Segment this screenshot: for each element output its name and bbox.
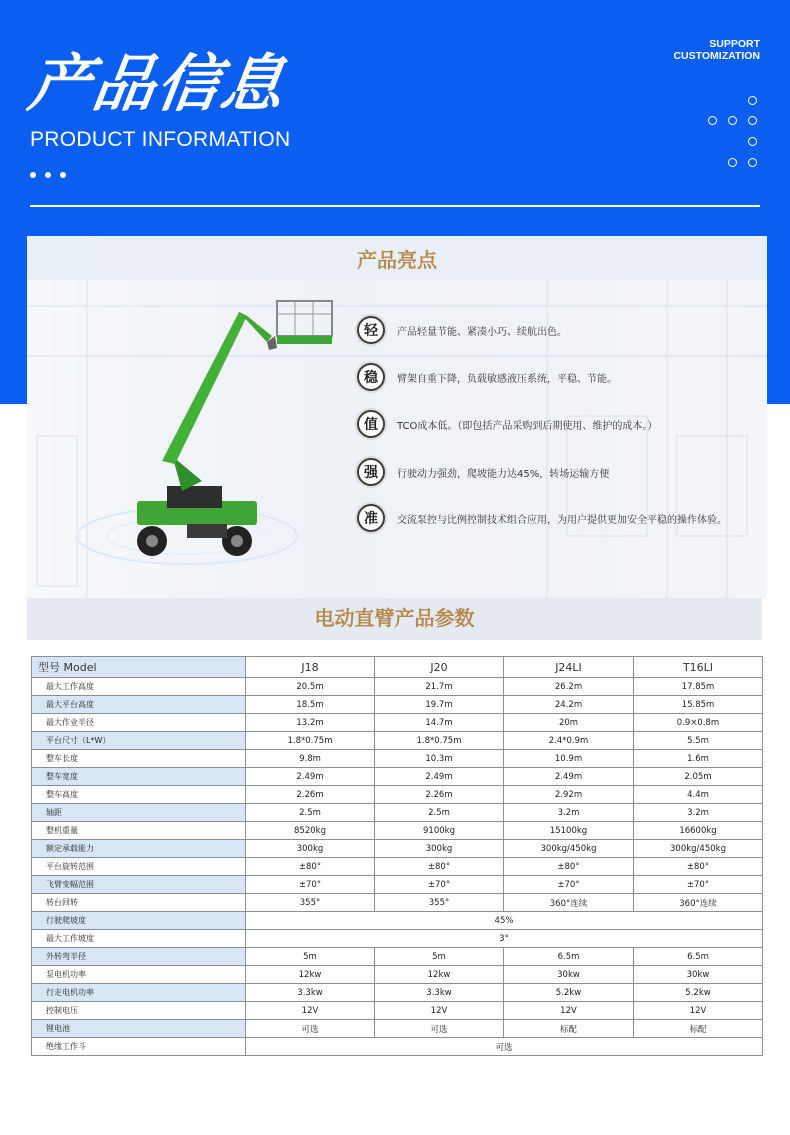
table-cell: 16600kg <box>634 822 763 840</box>
row-label: 转台回转 <box>32 894 246 912</box>
table-cell: 2.26m <box>375 786 504 804</box>
table-cell: 9100kg <box>375 822 504 840</box>
row-label: 行驶爬坡度 <box>32 912 246 930</box>
table-cell: 标配 <box>504 1020 634 1038</box>
table-cell: 2.5m <box>375 804 504 822</box>
spec-last-row <box>32 1038 763 1056</box>
table-row <box>32 966 763 984</box>
row-label: 锂电池 <box>32 1020 246 1038</box>
table-cell: 3.3kw <box>246 984 375 1002</box>
row-label: 绝缘工作斗 <box>32 1038 246 1056</box>
table-cell: 12V <box>634 1002 763 1020</box>
table-cell: 12V <box>246 1002 375 1020</box>
highlight-badge: 值 <box>357 410 385 438</box>
table-cell: 24.2m <box>504 696 634 714</box>
table-cell: 2.49m <box>246 768 375 786</box>
table-row <box>32 1002 763 1020</box>
table-cell: 5m <box>246 948 375 966</box>
row-label: 平台旋转范围 <box>32 858 246 876</box>
table-row <box>32 714 763 732</box>
table-cell: 3° <box>246 930 763 948</box>
table-cell: 21.7m <box>375 678 504 696</box>
table-row <box>32 768 763 786</box>
table-cell: 13.2m <box>246 714 375 732</box>
row-label: 行走电机功率 <box>32 984 246 1002</box>
support-line-2: CUSTOMIZATION <box>673 50 760 62</box>
table-cell: 8520kg <box>246 822 375 840</box>
table-cell: 5.2kw <box>504 984 634 1002</box>
highlight-badge: 稳 <box>357 363 385 391</box>
highlight-item <box>357 504 727 532</box>
table-row <box>32 840 763 858</box>
table-cell: 19.7m <box>375 696 504 714</box>
table-cell: 360°连续 <box>634 894 763 912</box>
table-cell: ±80° <box>634 858 763 876</box>
table-cell: 2.26m <box>246 786 375 804</box>
table-cell: 45% <box>246 912 763 930</box>
row-label: 飞臂变幅范围 <box>32 876 246 894</box>
table-row <box>32 750 763 768</box>
table-cell: 5.5m <box>634 732 763 750</box>
params-title-bar <box>27 598 762 640</box>
highlight-badge: 轻 <box>357 316 385 344</box>
table-cell: 20m <box>504 714 634 732</box>
header-cell: J24LI <box>504 657 634 678</box>
table-cell: 17.85m <box>634 678 763 696</box>
table-row <box>32 876 763 894</box>
table-cell: 3.2m <box>504 804 634 822</box>
table-cell: 5.2kw <box>634 984 763 1002</box>
table-cell: 355° <box>246 894 375 912</box>
spec-rows-2 <box>32 948 763 1038</box>
table-cell: 18.5m <box>246 696 375 714</box>
header-cell: T16LI <box>634 657 763 678</box>
table-cell: 12V <box>504 1002 634 1020</box>
decorative-rings <box>702 94 762 174</box>
row-label: 平台尺寸（L*W） <box>32 732 246 750</box>
table-cell: 300kg/450kg <box>504 840 634 858</box>
page-subtitle: PRODUCT INFORMATION <box>30 128 291 151</box>
highlight-text: 交流泵控与比例控制技术组合应用，为用户提供更加安全平稳的操作体验。 <box>397 514 727 526</box>
table-cell: 30kw <box>634 966 763 984</box>
table-cell: 2.49m <box>375 768 504 786</box>
row-label: 轴距 <box>32 804 246 822</box>
table-cell: 3.3kw <box>375 984 504 1002</box>
table-row <box>32 912 763 930</box>
highlight-text: TCO成本低。（即包括产品采购到后期使用、维护的成本。） <box>397 420 658 432</box>
table-row <box>32 786 763 804</box>
table-cell: 2.5m <box>246 804 375 822</box>
table-cell: ±70° <box>634 876 763 894</box>
row-label: 整车宽度 <box>32 768 246 786</box>
table-cell: 2.92m <box>504 786 634 804</box>
highlight-badge: 强 <box>357 458 385 486</box>
params-title: 电动直臂产品参数 <box>314 606 475 630</box>
table-cell: 360°连续 <box>504 894 634 912</box>
table-cell: 15.85m <box>634 696 763 714</box>
row-label: 最大平台高度 <box>32 696 246 714</box>
highlights-title: 产品亮点 <box>357 248 437 272</box>
table-row <box>32 948 763 966</box>
table-cell: 可选 <box>246 1020 375 1038</box>
table-row <box>32 696 763 714</box>
highlight-text: 臂架自重下降，负载敏感液压系统，平稳、节能。 <box>397 373 617 385</box>
table-cell: 355° <box>375 894 504 912</box>
table-cell: 12kw <box>246 966 375 984</box>
spec-table <box>31 656 763 1056</box>
highlight-text: 产品轻量节能、紧凑小巧、续航出色。 <box>397 326 567 338</box>
table-cell: 0.9×0.8m <box>634 714 763 732</box>
table-cell: 可选 <box>375 1020 504 1038</box>
table-cell: 15100kg <box>504 822 634 840</box>
boom-lift-illustration <box>127 296 357 596</box>
row-label: 整车长度 <box>32 750 246 768</box>
table-cell: ±70° <box>375 876 504 894</box>
table-cell: ±80° <box>375 858 504 876</box>
table-row <box>32 678 763 696</box>
row-label: 外转弯半径 <box>32 948 246 966</box>
table-cell: 6.5m <box>634 948 763 966</box>
page-title: 产品信息 <box>24 47 291 120</box>
table-row <box>32 930 763 948</box>
table-cell: 20.5m <box>246 678 375 696</box>
table-cell: ±70° <box>504 876 634 894</box>
row-label: 最大工作坡度 <box>32 930 246 948</box>
table-cell: 6.5m <box>504 948 634 966</box>
table-row <box>32 984 763 1002</box>
table-cell: 2.4*0.9m <box>504 732 634 750</box>
table-cell: 1.6m <box>634 750 763 768</box>
table-cell: ±70° <box>246 876 375 894</box>
table-row <box>32 822 763 840</box>
header-cell: J18 <box>246 657 375 678</box>
support-label <box>673 38 760 62</box>
table-cell: 12V <box>375 1002 504 1020</box>
table-cell: 3.2m <box>634 804 763 822</box>
table-header-row <box>32 657 763 678</box>
row-label: 泵电机功率 <box>32 966 246 984</box>
row-label: 控制电压 <box>32 1002 246 1020</box>
table-cell: 5m <box>375 948 504 966</box>
table-cell: 300kg <box>375 840 504 858</box>
table-cell: 1.8*0.75m <box>246 732 375 750</box>
table-cell: 12kw <box>375 966 504 984</box>
row-label: 最大作业半径 <box>32 714 246 732</box>
row-label: 整机重量 <box>32 822 246 840</box>
header-cell: J20 <box>375 657 504 678</box>
table-row <box>32 732 763 750</box>
highlight-text: 行驶动力强劲，爬坡能力达45%，转场运输方便 <box>397 468 610 480</box>
table-cell: 标配 <box>634 1020 763 1038</box>
table-cell: 2.49m <box>504 768 634 786</box>
row-label: 整车高度 <box>32 786 246 804</box>
table-row <box>32 1020 763 1038</box>
highlights-panel <box>27 236 767 598</box>
table-cell: ±80° <box>504 858 634 876</box>
hero-divider <box>30 205 760 207</box>
table-cell: 300kg/450kg <box>634 840 763 858</box>
table-cell: ±80° <box>246 858 375 876</box>
highlight-badge: 准 <box>357 504 385 532</box>
table-row <box>32 1038 763 1056</box>
table-cell: 4.4m <box>634 786 763 804</box>
row-label: 额定承载能力 <box>32 840 246 858</box>
table-cell: 300kg <box>246 840 375 858</box>
table-cell: 1.8*0.75m <box>375 732 504 750</box>
table-cell: 30kw <box>504 966 634 984</box>
table-cell: 10.9m <box>504 750 634 768</box>
table-row <box>32 894 763 912</box>
table-cell: 26.2m <box>504 678 634 696</box>
highlight-item <box>357 363 617 391</box>
table-cell: 9.8m <box>246 750 375 768</box>
highlight-item <box>357 316 567 344</box>
table-cell: 2.05m <box>634 768 763 786</box>
spec-rows <box>32 678 763 912</box>
table-cell: 14.7m <box>375 714 504 732</box>
spec-merged-rows <box>32 912 763 948</box>
decorative-dots <box>30 172 66 178</box>
header-cell: 型号 Model <box>32 657 246 678</box>
table-cell: 10.3m <box>375 750 504 768</box>
table-cell: 可选 <box>246 1038 763 1056</box>
highlight-item <box>357 410 657 438</box>
support-line-1: SUPPORT <box>709 38 760 50</box>
row-label: 最大工作高度 <box>32 678 246 696</box>
highlight-item <box>357 458 609 486</box>
table-row <box>32 804 763 822</box>
table-row <box>32 858 763 876</box>
